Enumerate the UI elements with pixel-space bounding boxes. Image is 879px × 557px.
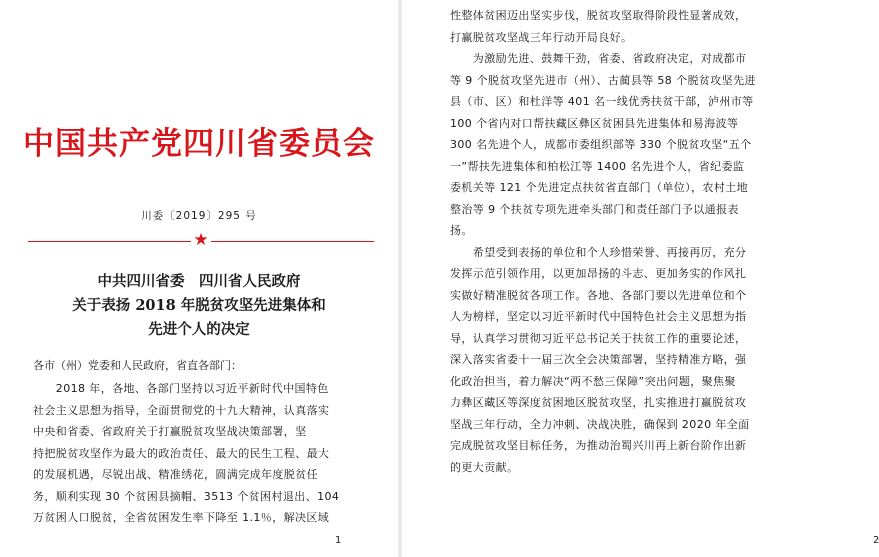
page-number: 2	[873, 535, 879, 546]
red-divider-left	[28, 241, 191, 242]
body-line: 深入落实省委十一届三次全会决策部署，坚持精准方略，强	[450, 353, 747, 366]
body-line: 委机关等 121 个先进定点扶贫省直部门（单位），农村土地	[450, 181, 749, 194]
body-line: 2018 年，各地、各部门坚持以习近平新时代中国特色	[33, 382, 329, 395]
body-line: 300 名先进个人，成都市委组织部等 330 个脱贫攻坚“五个	[450, 138, 752, 151]
body-line: 整治等 9 个扶贫专项先进牵头部门和责任部门予以通报表	[450, 202, 739, 216]
red-star-icon: ★	[193, 230, 209, 250]
decision-title-line: 关于表扬 2018 年脱贫攻坚先进集体和	[72, 297, 326, 314]
body-line: 化政治担当，着力解决“两不愁三保障”突出问题，聚焦聚	[450, 374, 736, 388]
body-line: 为激励先进、鼓舞干劲，省委、省政府决定，对成都市	[450, 52, 747, 65]
body-line: 打赢脱贫攻坚战三年行动开局良好。	[450, 30, 633, 44]
body-text-left	[33, 378, 339, 529]
body-line: 的发展机遇，尽锐出战、精准绣花，圆满完成年度脱贫任	[33, 468, 318, 481]
body-line: 100 个省内对口帮扶藏区彝区贫困县先进集体和易海波等	[450, 116, 739, 130]
body-line: 的更大贡献。	[450, 460, 519, 474]
body-line: 县（市、区）和杜洋等 401 名一线优秀扶贫干部，泸州市等	[450, 95, 754, 108]
issuing-organization-title: 中国共产党四川省委员会	[23, 126, 375, 162]
red-divider-right	[211, 241, 374, 242]
body-line: 实做好精准脱贫各项工作。各地、各部门要以先进单位和个	[450, 288, 747, 302]
body-line: 务，顺利实现 30 个贫困县摘帽、3513 个贫困村退出、104	[33, 489, 340, 503]
page-number: 1	[335, 535, 342, 546]
decision-title	[0, 270, 398, 342]
body-line: 万贫困人口脱贫，全省贫困发生率下降至 1.1％，解决区域	[33, 511, 330, 524]
body-line: 力彝区藏区等深度贫困地区脱贫攻坚，扎实推进打赢脱贫攻	[450, 396, 747, 409]
body-line: 持把脱贫攻坚作为最大的政治责任、最大的民生工程、最大	[33, 446, 330, 460]
body-line: 导，认真学习贯彻习近平总书记关于扶贫工作的重要论述，	[450, 331, 747, 345]
document-number: 川委〔2019〕295 号	[141, 210, 257, 222]
body-line: 一”帮扶先进集体和柏松江等 1400 名先进个人，省纪委监	[450, 159, 745, 173]
body-line: 扬。	[450, 224, 473, 237]
body-line: 希望受到表扬的单位和个人珍惜荣誉、再接再厉，充分	[450, 245, 747, 259]
body-text-right	[450, 5, 756, 478]
body-line: 坚战三年行动，全力冲刺、决战决胜，确保到 2020 年全面	[450, 417, 750, 431]
document-page-left	[0, 0, 398, 557]
addressee-line: 各市（州）党委和人民政府，省直各部门：	[33, 359, 242, 372]
body-line: 性整体贫困迈出坚实步伐，脱贫攻坚取得阶段性显著成效，	[450, 9, 747, 22]
decision-title-line: 中共四川省委 四川省人民政府	[97, 273, 301, 290]
body-line: 完成脱贫攻坚目标任务，为推动治蜀兴川再上新台阶作出新	[450, 439, 747, 452]
body-line: 社会主义思想为指导，全面贯彻党的十九大精神，认真落实	[33, 403, 330, 417]
body-line: 人为榜样，坚定以习近平新时代中国特色社会主义思想为指	[450, 310, 747, 323]
document-page-right	[402, 0, 879, 557]
body-line: 中央和省委、省政府关于打赢脱贫攻坚战决策部署，坚	[33, 425, 307, 438]
body-line: 发挥示范引领作用，以更加昂扬的斗志、更加务实的作风扎	[450, 267, 747, 280]
decision-title-line: 先进个人的决定	[148, 321, 250, 338]
body-line: 等 9 个脱贫攻坚先进市（州）、古蔺县等 58 个脱贫攻坚先进	[450, 73, 756, 87]
